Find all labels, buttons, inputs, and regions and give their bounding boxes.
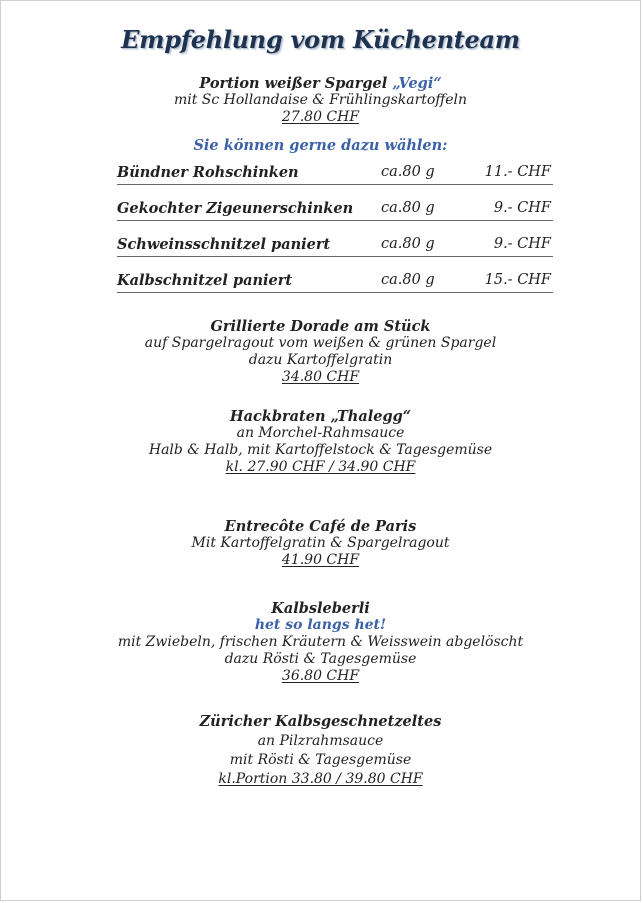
option-name: Kalbschnitzel paniert xyxy=(117,272,293,289)
dish-name: Kalbsleberli xyxy=(271,600,370,617)
option-price: 9.- CHF xyxy=(493,236,551,252)
option-name: Gekochter Zigeunerschinken xyxy=(117,200,354,217)
dish-description: an Morchel-Rahmsauce xyxy=(236,425,405,441)
dish-description: mit Rösti & Tagesgemüse xyxy=(229,752,412,768)
dish-description: Mit Kartoffelgratin & Spargelragout xyxy=(191,535,450,551)
page-title: Empfehlung vom Küchenteam xyxy=(121,25,520,54)
dish-tagline: het so langs het! xyxy=(254,617,387,633)
option-weight: ca.80 g xyxy=(381,164,435,180)
dish-price: 36.80 CHF xyxy=(281,668,360,684)
dish-price: kl. 27.90 CHF / 34.90 CHF xyxy=(225,459,416,475)
menu-item-entrecote xyxy=(1,518,640,569)
menu-item-dorade xyxy=(1,318,640,386)
dish-description: Halb & Halb, mit Kartoffelstock & Tagesgemüse xyxy=(148,442,493,458)
menu-item-spargel xyxy=(1,75,640,126)
option-row xyxy=(117,236,553,257)
dish-name: Portion weißer Spargel „Vegi“ xyxy=(199,75,442,92)
option-name: Bündner Rohschinken xyxy=(117,164,299,181)
option-name: Schweinsschnitzel paniert xyxy=(117,236,331,253)
choose-heading: Sie können gerne dazu wählen: xyxy=(193,137,448,154)
menu-item-geschnetzeltes xyxy=(1,713,640,788)
dish-name: Entrecôte Café de Paris xyxy=(224,518,417,535)
option-weight: ca.80 g xyxy=(381,200,435,216)
dish-description: an Pilzrahmsauce xyxy=(257,733,384,749)
menu-item-kalbsleberli xyxy=(1,600,640,685)
option-row xyxy=(117,164,553,185)
option-weight: ca.80 g xyxy=(381,236,435,252)
option-row xyxy=(117,200,553,221)
dish-price: 34.80 CHF xyxy=(281,369,360,385)
dish-description: auf Spargelragout vom weißen & grünen Spargel xyxy=(144,335,497,351)
dish-description: dazu Kartoffelgratin xyxy=(248,352,393,368)
dish-price: kl.Portion 33.80 / 39.80 CHF xyxy=(218,771,423,787)
dish-price: 41.90 CHF xyxy=(281,552,360,568)
dish-name: Züricher Kalbsgeschnetzeltes xyxy=(199,713,442,730)
dish-name: Hackbraten „Thalegg“ xyxy=(229,408,412,425)
menu-item-hackbraten xyxy=(1,408,640,476)
vegi-tag: „Vegi“ xyxy=(392,75,442,92)
dish-description: mit Zwiebeln, frischen Kräutern & Weisswein abgelöscht xyxy=(117,634,524,650)
dish-name: Grillierte Dorade am Stück xyxy=(210,318,431,335)
dish-description: dazu Rösti & Tagesgemüse xyxy=(224,651,417,667)
option-price: 15.- CHF xyxy=(484,272,551,288)
dish-price: 27.80 CHF xyxy=(281,109,360,125)
option-row xyxy=(117,272,553,293)
option-weight: ca.80 g xyxy=(381,272,435,288)
option-price: 9.- CHF xyxy=(493,200,551,216)
option-price: 11.- CHF xyxy=(484,164,551,180)
dish-description: mit Sc Hollandaise & Frühlingskartoffeln xyxy=(173,92,468,108)
